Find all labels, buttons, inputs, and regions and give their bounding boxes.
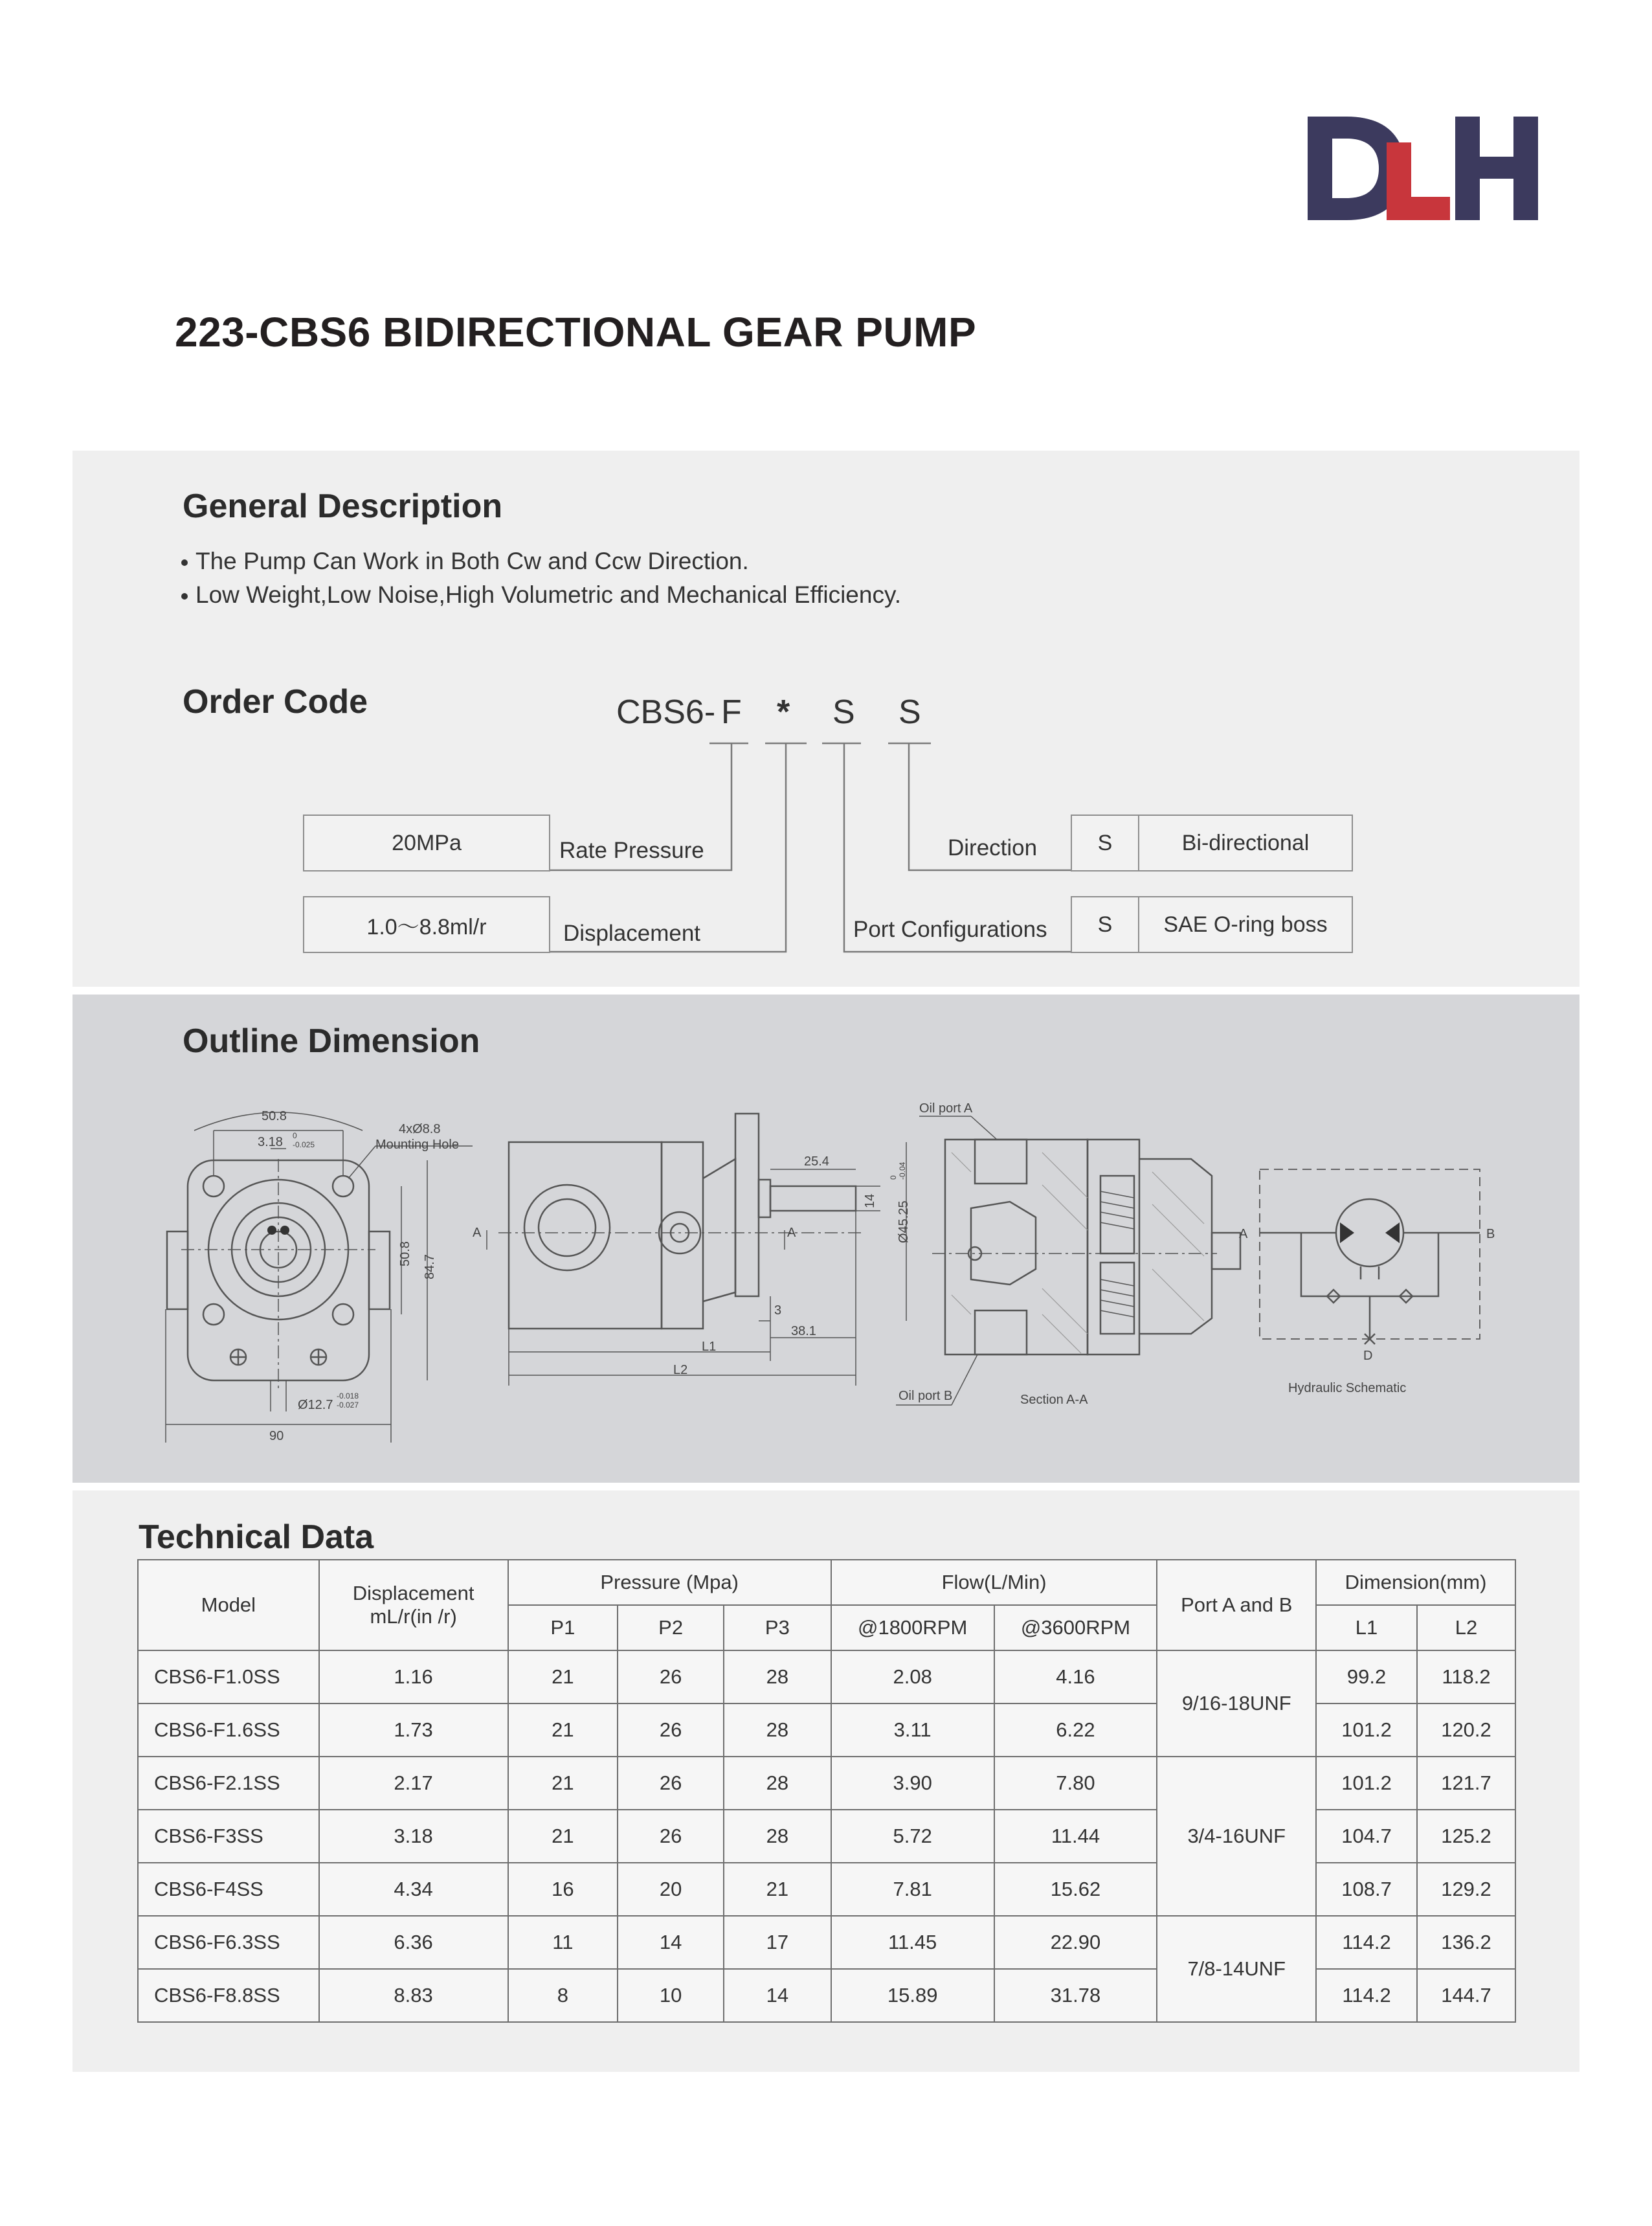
port-config-code: S: [1071, 896, 1139, 953]
displacement-label: Displacement: [563, 921, 701, 946]
side-dim-text: A: [787, 1226, 796, 1240]
cell-p1: 21: [508, 1810, 618, 1863]
cell-model: CBS6-F8.8SS: [138, 1969, 319, 2022]
cell-p1: 21: [508, 1703, 618, 1757]
schematic-label: B: [1486, 1227, 1495, 1241]
cell-displacement: 8.83: [319, 1969, 508, 2022]
direction-code: S: [1071, 815, 1139, 871]
rate-pressure-label: Rate Pressure: [559, 838, 704, 863]
cell-l2: 120.2: [1417, 1703, 1515, 1757]
cell-model: CBS6-F1.6SS: [138, 1703, 319, 1757]
cell-l1: 108.7: [1316, 1863, 1417, 1916]
front-dim-tol-text: -0.027: [337, 1400, 359, 1410]
cell-p3: 28: [724, 1757, 831, 1810]
cell-displacement: 1.73: [319, 1703, 508, 1757]
cell-flow-1800: 7.81: [831, 1863, 994, 1916]
cell-port: 3/4-16UNF: [1157, 1757, 1316, 1916]
general-description-heading: General Description: [183, 488, 503, 525]
header-p1: P1: [508, 1605, 618, 1650]
cell-l2: 136.2: [1417, 1916, 1515, 1969]
header-flow-1800: @1800RPM: [831, 1605, 994, 1650]
outline-dimension-heading: Outline Dimension: [183, 1022, 480, 1060]
front-dim-tol-text: -0.018: [337, 1391, 359, 1400]
cell-model: CBS6-F6.3SS: [138, 1916, 319, 1969]
direction-desc: Bi-directional: [1138, 815, 1353, 871]
side-dim-text: 38.1: [791, 1324, 816, 1338]
bullet-text: Low Weight,Low Noise,High Volumetric and Mechanical Efficiency.: [195, 581, 901, 608]
cell-p1: 16: [508, 1863, 618, 1916]
cell-p2: 26: [618, 1703, 724, 1757]
header-p3: P3: [724, 1605, 831, 1650]
rate-pressure-value: 20MPa: [303, 815, 550, 871]
header-l2: L2: [1417, 1605, 1515, 1650]
order-code-displacement: *: [777, 693, 790, 731]
cell-flow-1800: 3.11: [831, 1703, 994, 1757]
front-dim-text: 90: [269, 1429, 284, 1443]
schematic-label: A: [1239, 1227, 1248, 1241]
cell-l1: 114.2: [1316, 1916, 1417, 1969]
cell-p2: 10: [618, 1969, 724, 2022]
page-title: 223-CBS6 BIDIRECTIONAL GEAR PUMP: [175, 309, 977, 355]
schematic-caption: Hydraulic Schematic: [1288, 1381, 1407, 1395]
front-dim-text: 50.8: [262, 1109, 287, 1123]
cell-p1: 8: [508, 1969, 618, 2022]
front-dim-text: Ø12.7: [298, 1398, 333, 1412]
bullet-text: The Pump Can Work in Both Cw and Ccw Direction.: [195, 548, 749, 574]
cell-flow-3600: 15.62: [994, 1863, 1157, 1916]
cell-p3: 28: [724, 1650, 831, 1703]
side-dim-text: 14: [863, 1193, 877, 1208]
cell-p1: 11: [508, 1916, 618, 1969]
side-dim-text: 25.4: [804, 1154, 829, 1169]
cell-p2: 26: [618, 1757, 724, 1810]
cell-displacement: 1.16: [319, 1650, 508, 1703]
front-dim-tol-text: -0.025: [293, 1140, 315, 1149]
hydraulic-schematic-drawing: [1260, 1169, 1480, 1344]
front-dim-text: 84.7: [423, 1254, 437, 1279]
table-row: [138, 1650, 1515, 1703]
cell-p1: 21: [508, 1650, 618, 1703]
cell-l2: 144.7: [1417, 1969, 1515, 2022]
cell-model: CBS6-F4SS: [138, 1863, 319, 1916]
cell-p1: 21: [508, 1757, 618, 1810]
side-dim-text: Ø45.25: [897, 1200, 911, 1243]
cell-p2: 26: [618, 1810, 724, 1863]
table-row: [138, 1916, 1515, 1969]
cell-port: 9/16-18UNF: [1157, 1650, 1316, 1757]
side-dim-text: A: [473, 1226, 482, 1240]
cell-l2: 125.2: [1417, 1810, 1515, 1863]
cell-p3: 28: [724, 1810, 831, 1863]
cell-p2: 14: [618, 1916, 724, 1969]
cell-displacement: 4.34: [319, 1863, 508, 1916]
header-model: Model: [138, 1560, 319, 1650]
header-displacement: [319, 1560, 508, 1650]
technical-data-table: [137, 1559, 1516, 2023]
order-code-port: S: [832, 693, 855, 731]
cell-flow-3600: 7.80: [994, 1757, 1157, 1810]
header-flow-3600: @3600RPM: [994, 1605, 1157, 1650]
front-dim-text: 3.18: [258, 1135, 283, 1149]
side-dim-tol-text: 0: [889, 1175, 898, 1180]
front-dim-text: 50.8: [398, 1241, 412, 1266]
order-code-direction: S: [899, 693, 921, 731]
cell-flow-3600: 4.16: [994, 1650, 1157, 1703]
cell-displacement: 2.17: [319, 1757, 508, 1810]
cell-flow-3600: 6.22: [994, 1703, 1157, 1757]
displacement-value: 1.0～8.8ml/r: [303, 896, 550, 953]
technical-data-heading: Technical Data: [139, 1518, 374, 1556]
section-view-drawing: [896, 1116, 1240, 1405]
cell-l1: 99.2: [1316, 1650, 1417, 1703]
cell-l2: 129.2: [1417, 1863, 1515, 1916]
header-pressure: Pressure (Mpa): [508, 1560, 831, 1605]
header-displacement-unit: mL/r(in /r): [370, 1605, 457, 1628]
cell-port: 7/8-14UNF: [1157, 1916, 1316, 2022]
cell-flow-3600: 22.90: [994, 1916, 1157, 1969]
header-flow: Flow(L/Min): [831, 1560, 1157, 1605]
cell-displacement: 6.36: [319, 1916, 508, 1969]
cell-flow-1800: 5.72: [831, 1810, 994, 1863]
table-row: [138, 1757, 1515, 1810]
direction-label: Direction: [948, 835, 1038, 860]
cell-p3: 17: [724, 1916, 831, 1969]
cell-model: CBS6-F2.1SS: [138, 1757, 319, 1810]
cell-displacement: 3.18: [319, 1810, 508, 1863]
cell-l1: 114.2: [1316, 1969, 1417, 2022]
cell-flow-1800: 15.89: [831, 1969, 994, 2022]
cell-p2: 26: [618, 1650, 724, 1703]
side-dim-text: L2: [673, 1363, 688, 1377]
section-caption: Section A-A: [1020, 1393, 1088, 1407]
order-code-series: F: [721, 693, 742, 731]
header-l1: L1: [1316, 1605, 1417, 1650]
cell-flow-3600: 31.78: [994, 1969, 1157, 2022]
cell-l1: 104.7: [1316, 1810, 1417, 1863]
cell-model: CBS6-F1.0SS: [138, 1650, 319, 1703]
front-dim-text: Mounting Hole: [375, 1138, 459, 1152]
cell-l2: 118.2: [1417, 1650, 1515, 1703]
port-config-desc: SAE O-ring boss: [1138, 896, 1353, 953]
side-dim-text: L1: [702, 1340, 717, 1354]
section-label: Oil port A: [919, 1101, 973, 1116]
header-displacement-label: Displacement: [352, 1582, 474, 1604]
header-dimension: Dimension(mm): [1316, 1560, 1515, 1605]
header-p2: P2: [618, 1605, 724, 1650]
front-dim-tol-text: 0: [293, 1131, 297, 1140]
front-dim-text: 4xØ8.8: [399, 1122, 441, 1136]
port-config-label: Port Configurations: [853, 917, 1047, 942]
cell-flow-1800: 2.08: [831, 1650, 994, 1703]
side-dim-tol-text: -0.04: [898, 1162, 907, 1180]
section-label: Oil port B: [899, 1389, 953, 1403]
cell-l1: 101.2: [1316, 1703, 1417, 1757]
cell-l1: 101.2: [1316, 1757, 1417, 1810]
cell-p3: 14: [724, 1969, 831, 2022]
header-port: Port A and B: [1157, 1560, 1316, 1650]
cell-p3: 28: [724, 1703, 831, 1757]
side-dim-text: 3: [774, 1303, 782, 1318]
cell-flow-3600: 11.44: [994, 1810, 1157, 1863]
cell-flow-1800: 3.90: [831, 1757, 994, 1810]
side-view-drawing: [487, 1114, 906, 1386]
order-code-heading: Order Code: [183, 683, 368, 721]
order-code-prefix: CBS6-: [616, 693, 716, 731]
cell-model: CBS6-F3SS: [138, 1810, 319, 1863]
cell-p3: 21: [724, 1863, 831, 1916]
cell-l2: 121.7: [1417, 1757, 1515, 1810]
schematic-label: D: [1363, 1349, 1373, 1363]
cell-flow-1800: 11.45: [831, 1916, 994, 1969]
cell-p2: 20: [618, 1863, 724, 1916]
